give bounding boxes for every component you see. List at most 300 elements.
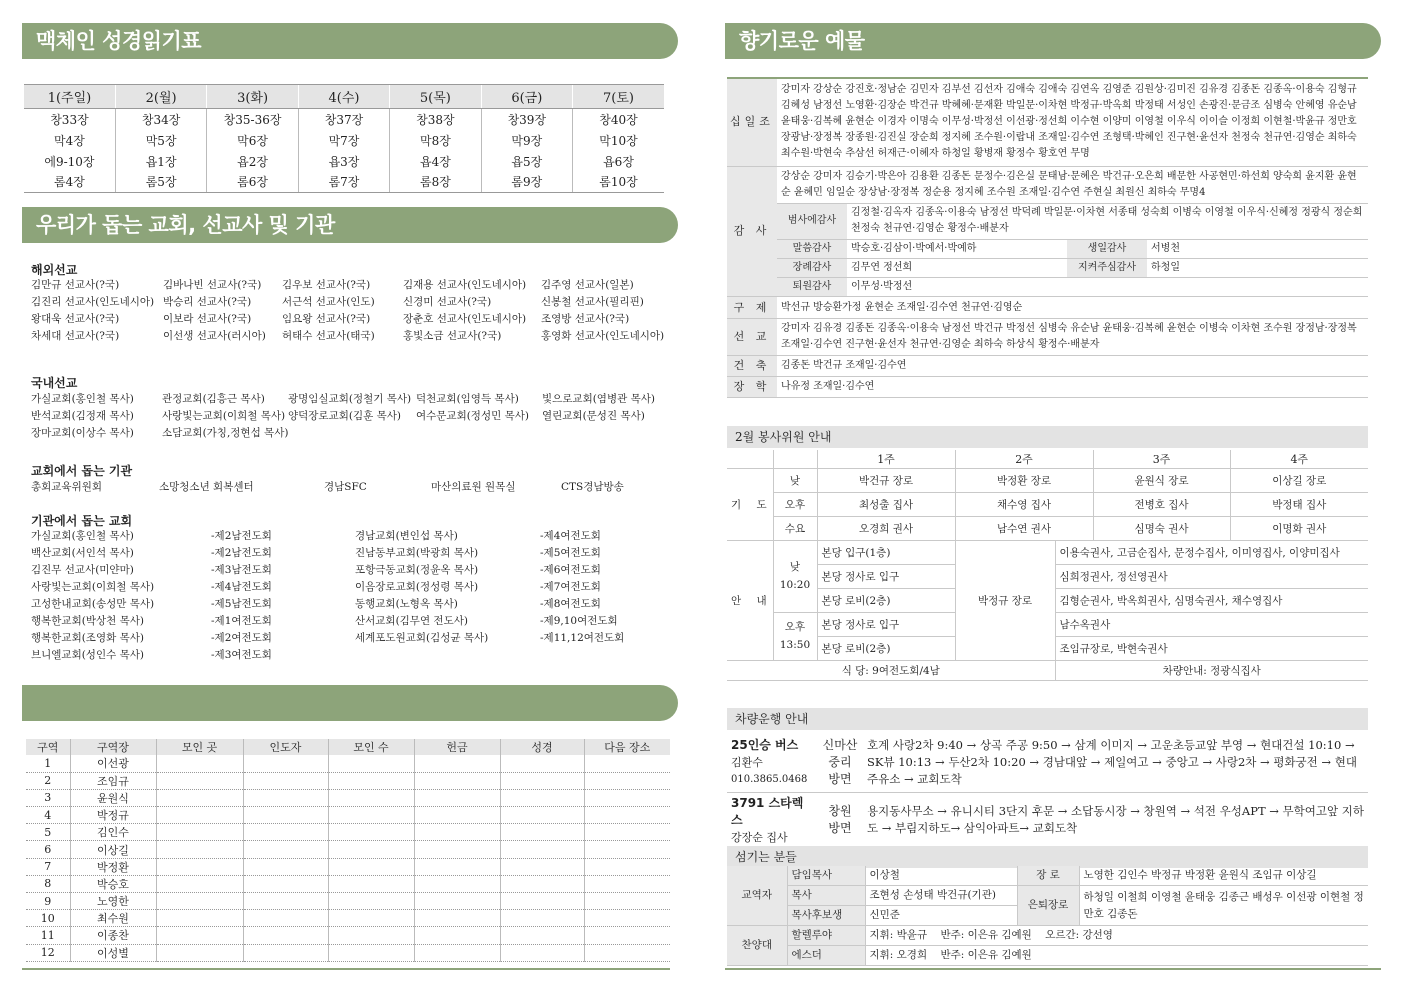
prayer-time: 낮 — [773, 468, 817, 492]
group-blank-cell[interactable] — [328, 910, 414, 927]
relief-names: 박선규 방승환가정 윤현순 조재일·김수연 천규연·김영순 — [777, 297, 1368, 319]
reading-cell: 막8장 — [390, 130, 481, 151]
reading-day-header: 6(금) — [481, 85, 572, 109]
overseas-mission-heading: 해외선교 — [31, 263, 78, 277]
week-2-header: 2주 — [955, 450, 1093, 468]
prayer-time: 수요 — [773, 516, 817, 540]
group-number: 11 — [26, 927, 70, 944]
group-leader: 노영한 — [70, 893, 156, 910]
group-blank-cell[interactable] — [328, 755, 414, 772]
group-leader: 박승호 — [70, 875, 156, 892]
supported-church: 산서교회(김무연 전도사) — [355, 615, 468, 627]
guide-post: 본당 입구(1층) — [817, 540, 955, 564]
group-blank-cell[interactable] — [156, 927, 243, 944]
group-blank-cell[interactable] — [156, 875, 243, 892]
mission-names: 강미자 김유경 김종돈 김종옥·이용숙 남정선 박건규 박정선 심병숙 유순남 윤태웅·김복혜 윤현순 이병숙 이차현 조수원 장정남·장정복 조재일·김수연 진구현·윤선자 천규연·김영순 최하숙 하상식 황정수·배분자 — [777, 319, 1368, 356]
group-blank-cell[interactable] — [414, 841, 500, 858]
ministry-role: 목사후보생 — [787, 906, 865, 926]
choir-label: 찬양대 — [727, 926, 787, 966]
group-blank-cell[interactable] — [584, 772, 670, 789]
bus-route: 호계 사랑2차 9:40 → 상곡 주공 9:50 → 삼계 이미지 → 고운초등교앞 부영 → 현대건설 10:10 → SK뷰 10:13 → 두산2차 10:20 → 경남대앞 → 제일여고 → 중앙고 → 사랑2차 → 평화궁전 → 현대주유소 → 교회도착 — [863, 734, 1368, 792]
reading-day-header: 1(주일) — [24, 85, 115, 109]
group-blank-cell[interactable] — [414, 875, 500, 892]
building-label: 건 축 — [727, 356, 777, 377]
group-number: 7 — [26, 858, 70, 875]
elder-names: 노영한 김인수 박정규 박정환 윤원식 조임규 이상길 — [1079, 866, 1368, 886]
supporting-group: -제4여전도회 — [540, 530, 601, 542]
group-blank-cell[interactable] — [243, 789, 328, 806]
missionary-item: 조영방 선교사(?국) — [541, 313, 630, 325]
group-blank-cell[interactable] — [243, 910, 328, 927]
group-blank-cell[interactable] — [500, 858, 584, 875]
group-blank-cell[interactable] — [500, 841, 584, 858]
group-number: 9 — [26, 893, 70, 910]
group-blank-cell[interactable] — [414, 807, 500, 824]
group-row — [26, 875, 670, 892]
reading-cell: 롬8장 — [390, 172, 481, 193]
group-blank-cell[interactable] — [243, 755, 328, 772]
group-leader: 박정규 — [70, 807, 156, 824]
thanks-all-value: 김정철·김옥자 김종옥·이용숙 남정선 박덕례 박일문·이차현 서종태 성숙희 이병숙 이영철 이우식·신혜정 정광식 정순희 천정숙 천규연·김영순 황정수·배분자 — [847, 204, 1368, 240]
org-churches-heading: 기관에서 돕는 교회 — [31, 514, 133, 528]
choir-conductor: 지휘: 오경희 — [869, 949, 928, 961]
group-blank-cell[interactable] — [156, 858, 243, 875]
week-4-header: 4주 — [1230, 450, 1368, 468]
supporting-group: -제3여전도회 — [211, 649, 272, 661]
guide-members: 심희정권사, 정선영권사 — [1055, 564, 1368, 588]
group-blank-cell[interactable] — [243, 807, 328, 824]
group-blank-cell[interactable] — [584, 927, 670, 944]
supporting-group: -제5남전도회 — [211, 598, 272, 610]
scholarship-label: 장 학 — [727, 377, 777, 398]
prayer-name: 박건규 장로 — [817, 468, 955, 492]
group-blank-cell[interactable] — [156, 755, 243, 772]
group-blank-cell[interactable] — [414, 944, 500, 961]
group-blank-cell[interactable] — [328, 772, 414, 789]
group-blank-cell[interactable] — [243, 858, 328, 875]
left-bottom-rule — [22, 968, 670, 970]
reading-cell: 창39장 — [481, 109, 572, 130]
group-column-header: 성경 — [500, 739, 584, 755]
group-blank-cell[interactable] — [584, 755, 670, 772]
reading-cell: 롬10장 — [573, 172, 664, 193]
group-blank-cell[interactable] — [584, 893, 670, 910]
reading-plan-table — [24, 84, 664, 193]
reading-cell: 롬6장 — [207, 172, 298, 193]
group-blank-cell[interactable] — [584, 824, 670, 841]
group-blank-cell[interactable] — [243, 927, 328, 944]
group-blank-cell[interactable] — [328, 789, 414, 806]
missionary-item: 김만규 선교사(?국) — [31, 279, 120, 291]
group-row — [26, 893, 670, 910]
supported-church: 브니엘교회(성인수 목사) — [31, 649, 144, 661]
bus-vehicle: 3791 스타렉스 — [731, 795, 804, 827]
reading-cell: 창33장 — [50, 112, 89, 127]
group-blank-cell[interactable] — [584, 858, 670, 875]
group-blank-cell[interactable] — [156, 824, 243, 841]
group-blank-cell[interactable] — [243, 772, 328, 789]
institution-item: 마산의료원 원목실 — [431, 481, 516, 493]
reading-cell: 롬5장 — [115, 172, 206, 193]
supported-church: 가실교회(홍인철 목사) — [31, 530, 134, 542]
group-blank-cell[interactable] — [584, 841, 670, 858]
group-blank-cell[interactable] — [328, 927, 414, 944]
supporting-group: -제5여전도회 — [540, 547, 601, 559]
group-blank-cell[interactable] — [414, 927, 500, 944]
group-blank-cell[interactable] — [328, 944, 414, 961]
group-blank-cell[interactable] — [156, 893, 243, 910]
group-leader: 이종찬 — [70, 927, 156, 944]
reading-row — [24, 109, 664, 130]
church-item: 사랑빛는교회(이희철 목사) — [162, 410, 286, 422]
missionary-item: 신봉철 선교사(필리핀) — [541, 296, 644, 308]
supporting-group: -제8여전도회 — [540, 598, 601, 610]
reading-day-header: 3(화) — [207, 85, 298, 109]
guide-members: 조임규장로, 박현숙권사 — [1055, 636, 1368, 660]
reading-cell: 막6장 — [207, 130, 298, 151]
supported-church: 행복한교회(조영화 목사) — [31, 632, 144, 644]
reading-row — [24, 130, 664, 151]
missionary-item: 허태수 선교사(태국) — [282, 330, 375, 342]
supported-church: 동행교회(노형옥 목사) — [355, 598, 458, 610]
group-blank-cell[interactable] — [243, 893, 328, 910]
guide-day-time: 10:20 — [779, 579, 811, 591]
missionary-item: 이보라 선교사(?국) — [163, 313, 252, 325]
missionary-item: 홍빛소금 선교사(?국) — [403, 330, 502, 342]
thanks-word-label: 말씀감사 — [777, 240, 847, 259]
staff-heading: 섬기는 분들 — [727, 846, 1368, 868]
supporting-group: -제2여전도회 — [211, 632, 272, 644]
group-blank-cell[interactable] — [584, 789, 670, 806]
missionary-item: 김진리 선교사(인도네시아) — [31, 296, 155, 308]
bus-area: 창원 방면 — [817, 792, 863, 848]
retired-elder-names: 하청일 이철희 이영철 윤태웅 김종근 배성우 이선광 이현철 정만호 김종돈 — [1079, 886, 1368, 926]
group-blank-cell[interactable] — [156, 944, 243, 961]
thanks-protect-label: 지켜주심감사 — [1067, 259, 1147, 278]
missionary-item: 차세대 선교사(?국) — [31, 330, 120, 342]
choir-accompanist: 반주: 이은유 김예원 — [940, 949, 1032, 961]
church-item: 반석교회(김정재 목사) — [31, 410, 134, 422]
tithe-label: 십일조 — [727, 78, 777, 166]
week-1-header: 1주 — [817, 450, 955, 468]
ministry-role: 담임목사 — [787, 866, 865, 886]
group-column-header: 다음 장소 — [584, 739, 670, 755]
thanks-discharge-value: 이무성·박정선 — [851, 281, 913, 292]
thanks-birthday-value: 서병천 — [1147, 240, 1368, 259]
church-item: 양덕장로교회(김훈 목사) — [288, 410, 401, 422]
tithe-names: 강미자 강상순 강진호·정남순 김민자 김부선 김선자 김애숙 김애숙 김연옥 김영준 김원상·김미진 김유경 김종돈 김종옥·이용숙 김형규 김혜성 남정선 노영환·김장순 박건규 박혜혜·문재환 박일문·이차현 박정규·박옥희 박정태 서성인 손광진·문금조 심병숙 안혜영 유순남 윤태웅·김복혜 윤현순 이경자 이명숙 이무성·박정선 이선광·정선희 이수현 이양미 이영철 이우식 이이슬 이정희 이현철·박윤규 정만호 장광남·장정복 장종원·김진실 장순희 정지혜 조수원·이랍내 조재일·김수연 조형택·박혜인 진구현·윤선자 천정숙 천규연·김영순 최하숙 최수원·박현숙 추삼선 허재근·이혜자 하청일 황병재 황정수 황호연 무명 — [777, 78, 1368, 166]
guide-post: 본당 정사로 입구 — [817, 564, 955, 588]
reading-plan-banner: 맥체인 성경읽기표 — [22, 23, 678, 59]
institutions-list — [31, 479, 671, 496]
group-blank-cell[interactable] — [156, 807, 243, 824]
church-item: 열린교회(문성진 목사) — [542, 410, 645, 422]
group-number: 6 — [26, 841, 70, 858]
reading-cell: 롬7장 — [298, 172, 389, 193]
service-heading: 2월 봉사위원 안내 — [727, 426, 1368, 448]
group-blank-cell[interactable] — [500, 910, 584, 927]
reading-cell: 욥5장 — [481, 151, 572, 172]
guide-post: 본당 로비(2층) — [817, 636, 955, 660]
group-blank-cell[interactable] — [414, 824, 500, 841]
choir-name: 에스더 — [787, 946, 865, 966]
group-blank-cell[interactable] — [500, 875, 584, 892]
ministry-name: 조현성 손성태 박건규(기관) — [865, 886, 1017, 906]
group-blank-cell[interactable] — [414, 772, 500, 789]
group-blank-cell[interactable] — [500, 755, 584, 772]
group-blank-cell[interactable] — [243, 841, 328, 858]
supported-church: 포항극동교회(정윤옥 목사) — [355, 564, 479, 576]
relief-label: 구 제 — [727, 297, 777, 319]
supported-church: 행복한교회(박상천 목사) — [31, 615, 144, 627]
bus-table — [727, 734, 1368, 849]
group-number: 4 — [26, 807, 70, 824]
prayer-name: 남수연 권사 — [955, 516, 1093, 540]
thanks-general: 강상순 강미자 김승기·박은아 김용환 김종돈 문정수·김은실 문태남·문혜은 박건규·오은희 배문한 사공현민·하선희 양숙희 윤지환 윤현순 윤혜민 임일순 장상남·장정복 정순용 정지혜 조수원 조재일·김수연 주현실 최원신 최하숙 무명4 — [777, 167, 1368, 204]
thanks-discharge-label: 퇴원감사 — [777, 278, 847, 297]
org-churches-right-list — [355, 528, 665, 647]
institution-item: 총회교육위원회 — [31, 481, 103, 493]
prayer-name: 최성출 집사 — [817, 492, 955, 516]
group-blank-cell[interactable] — [584, 944, 670, 961]
reading-cell: 창38장 — [390, 109, 481, 130]
group-leader: 최수원 — [70, 910, 156, 927]
prayer-name: 이상길 장로 — [1230, 468, 1368, 492]
ministry-name: 이상철 — [865, 866, 1017, 886]
bus-vehicle: 25인승 버스 — [731, 738, 799, 753]
guide-members: 남수옥권사 — [1055, 612, 1368, 636]
group-blank-cell[interactable] — [414, 858, 500, 875]
meal-info: 식 당: 9여전도회/4남 — [727, 660, 1055, 680]
group-blank-cell[interactable] — [328, 841, 414, 858]
group-blank-cell[interactable] — [414, 755, 500, 772]
group-blank-cell[interactable] — [500, 927, 584, 944]
missionary-item: 김주영 선교사(일본) — [541, 279, 634, 291]
missionary-item: 신경미 선교사(?국) — [403, 296, 492, 308]
supporting-group: -제4남전도회 — [211, 581, 272, 593]
supported-church: 세계포도원교회(김성균 목사) — [355, 632, 489, 644]
group-blank-cell[interactable] — [414, 893, 500, 910]
supporting-group: -제1여전도회 — [211, 615, 272, 627]
missionary-item: 이선생 선교사(러시아) — [163, 330, 266, 342]
group-blank-cell[interactable] — [156, 841, 243, 858]
group-row — [26, 789, 670, 806]
group-row — [26, 807, 670, 824]
staff-table — [727, 866, 1368, 966]
prayer-name: 윤원식 장로 — [1093, 468, 1230, 492]
bus-route: 용지동사무소 → 유니시티 3단지 후문 → 소답동시장 → 창원역 → 석전 우성APT → 무학여고앞 지하도 → 부림지하도→ 삼익아파트→ 교회도착 — [863, 792, 1368, 848]
guide-post: 본당 로비(2층) — [817, 588, 955, 612]
supporting-group: -제7여전도회 — [540, 581, 601, 593]
institution-item: 경남SFC — [324, 481, 367, 493]
group-leader: 이상길 — [70, 841, 156, 858]
group-blank-cell[interactable] — [584, 910, 670, 927]
prayer-name: 오경희 권사 — [817, 516, 955, 540]
group-blank-cell[interactable] — [584, 875, 670, 892]
group-leader: 김인수 — [70, 824, 156, 841]
supported-church: 사랑빛는교회(이희철 목사) — [31, 581, 155, 593]
thanks-funeral-value: 김무연 정선희 — [847, 259, 1067, 278]
supported-church: 김진무 선교사(미얀마) — [31, 564, 134, 576]
reading-cell: 욥3장 — [298, 151, 389, 172]
church-item: 소담교회(가칭,정현섭 목사) — [162, 427, 288, 439]
reading-cell: 욥6장 — [573, 151, 664, 172]
group-number: 5 — [26, 824, 70, 841]
church-item: 장마교회(이상수 목사) — [31, 427, 134, 439]
group-blank-cell[interactable] — [500, 789, 584, 806]
guide-post: 본당 정사로 입구 — [817, 612, 955, 636]
choir-conductor: 지휘: 박윤규 — [869, 929, 928, 941]
group-leader: 이선광 — [70, 755, 156, 772]
supporting-group: -제3남전도회 — [211, 564, 272, 576]
domestic-mission-list — [31, 391, 671, 442]
guide-day-label: 낮 — [789, 561, 801, 573]
missionary-item: 김재용 선교사(인도네시아) — [403, 279, 527, 291]
missionary-item: 김바나빈 선교사(?국) — [163, 279, 262, 291]
group-row — [26, 910, 670, 927]
bus-area: 신마산 중리 방면 — [817, 734, 863, 792]
group-column-header: 모인 곳 — [156, 739, 243, 755]
service-table — [727, 450, 1368, 681]
choir-accompanist: 반주: 이은유 김예원 — [940, 929, 1032, 941]
mission-label: 선 교 — [727, 319, 777, 356]
group-blank-cell[interactable] — [500, 807, 584, 824]
group-number: 3 — [26, 789, 70, 806]
group-number: 8 — [26, 875, 70, 892]
bus-phone: 010.3865.0468 — [731, 774, 808, 786]
supporting-group: -제6여전도회 — [540, 564, 601, 576]
group-row — [26, 772, 670, 789]
group-blank-cell[interactable] — [500, 893, 584, 910]
group-row — [26, 841, 670, 858]
prayer-name: 이명화 권사 — [1230, 516, 1368, 540]
prayer-name: 박정환 장로 — [955, 468, 1093, 492]
group-row — [26, 858, 670, 875]
bus-driver: 강장순 집사 — [731, 830, 788, 844]
group-blank-cell[interactable] — [414, 910, 500, 927]
supported-church: 진남동부교회(박광희 목사) — [355, 547, 479, 559]
church-item: 관정교회(김흥근 목사) — [162, 393, 265, 405]
supported-church: 백산교회(서인석 목사) — [31, 547, 134, 559]
reading-cell: 막4장 — [54, 133, 85, 148]
choir-name: 할렐루야 — [787, 926, 865, 946]
group-blank-cell[interactable] — [156, 772, 243, 789]
reading-row — [24, 172, 664, 193]
guide-leader: 박정규 장로 — [955, 540, 1055, 660]
domestic-mission-heading: 국내선교 — [31, 376, 78, 390]
reading-day-header: 4(수) — [298, 85, 389, 109]
offering-table — [727, 77, 1368, 398]
supporting-group: -제2남전도회 — [211, 547, 272, 559]
reading-day-header: 5(목) — [390, 85, 481, 109]
supported-church: 경남교회(변인섭 목사) — [355, 530, 458, 542]
elder-label: 장 로 — [1017, 866, 1079, 886]
overseas-mission-list — [31, 277, 671, 345]
supported-church: 고성한내교회(송성만 목사) — [31, 598, 155, 610]
prayer-name: 심명숙 권사 — [1093, 516, 1230, 540]
group-blank-cell[interactable] — [584, 807, 670, 824]
offering-banner: 향기로운 예물 — [725, 23, 1381, 59]
bus-driver: 김환수 — [731, 756, 763, 770]
group-blank-cell[interactable] — [328, 858, 414, 875]
thanks-all-label: 범사에감사 — [777, 204, 847, 240]
group-row — [26, 824, 670, 841]
building-names: 김종돈 박건규 조재일·김수연 — [777, 356, 1368, 377]
reading-cell: 막5장 — [115, 130, 206, 151]
prayer-time: 오후 — [773, 492, 817, 516]
reading-cell: 욥1장 — [115, 151, 206, 172]
missionary-item: 김우보 선교사(?국) — [282, 279, 371, 291]
missionary-item: 박승리 선교사(?국) — [163, 296, 252, 308]
reading-cell: 막9장 — [481, 130, 572, 151]
thanks-detail-table — [777, 204, 1368, 297]
group-blank-cell[interactable] — [500, 824, 584, 841]
group-blank-cell[interactable] — [328, 875, 414, 892]
ministry-label: 교역자 — [727, 866, 787, 926]
supported-church: 이음장로교회(정성령 목사) — [355, 581, 479, 593]
group-blank-cell[interactable] — [328, 807, 414, 824]
group-column-header: 모인 수 — [328, 739, 414, 755]
reading-cell: 롬9장 — [481, 172, 572, 193]
guide-pm-time: 13:50 — [779, 639, 811, 651]
group-blank-cell[interactable] — [328, 893, 414, 910]
thanks-funeral-label: 장례감사 — [777, 259, 847, 278]
group-blank-cell[interactable] — [156, 789, 243, 806]
group-blank-cell[interactable] — [156, 910, 243, 927]
reading-cell: 욥4장 — [390, 151, 481, 172]
group-blank-cell[interactable] — [500, 944, 584, 961]
bus-heading: 차량운행 안내 — [727, 708, 1368, 730]
church-item: 덕천교회(임영득 목사) — [416, 393, 519, 405]
group-leader: 윤원식 — [70, 789, 156, 806]
guide-pm-label: 오후 — [784, 621, 806, 633]
church-item: 가실교회(홍인철 목사) — [31, 393, 134, 405]
church-item: 빛으로교회(염병관 목사) — [542, 393, 655, 405]
group-blank-cell[interactable] — [243, 944, 328, 961]
group-column-header: 헌금 — [414, 739, 500, 755]
prayer-name: 전병호 집사 — [1093, 492, 1230, 516]
group-column-header: 구역 — [26, 739, 70, 755]
parking-info: 차량안내: 정광식집사 — [1055, 660, 1368, 680]
ministry-role: 목사 — [787, 886, 865, 906]
missionary-item: 홍영화 선교사(인도네시아) — [541, 330, 665, 342]
thanks-label: 감 사 — [727, 166, 777, 297]
missionary-item: 장춘호 선교사(인도네시아) — [403, 313, 527, 325]
thanks-word-value: 박승호·김삼이·박예서·박예하 — [847, 240, 1067, 259]
reading-cell: 창35-36장 — [207, 109, 298, 130]
group-blank-cell[interactable] — [500, 772, 584, 789]
group-blank-cell[interactable] — [243, 824, 328, 841]
supporting-group: -제11,12여전도회 — [540, 632, 625, 644]
missionary-item: 임요왕 선교사(?국) — [282, 313, 371, 325]
group-leader: 조임규 — [70, 772, 156, 789]
thanks-birthday-label: 생일감사 — [1067, 240, 1147, 259]
group-blank-cell[interactable] — [328, 824, 414, 841]
prayer-name: 채수영 집사 — [955, 492, 1093, 516]
supporting-group: -제9,10여전도회 — [540, 615, 618, 627]
reading-row — [24, 151, 664, 172]
group-leader: 이성별 — [70, 944, 156, 961]
reading-day-header: 2(월) — [115, 85, 206, 109]
week-3-header: 3주 — [1093, 450, 1230, 468]
church-item: 광명임실교회(정철기 목사) — [288, 393, 412, 405]
prayer-label: 기 도 — [727, 468, 773, 540]
group-number: 10 — [26, 910, 70, 927]
group-number: 2 — [26, 772, 70, 789]
reading-cell: 에9-10장 — [44, 154, 95, 169]
group-blank-cell[interactable] — [243, 875, 328, 892]
group-blank-cell[interactable] — [414, 789, 500, 806]
